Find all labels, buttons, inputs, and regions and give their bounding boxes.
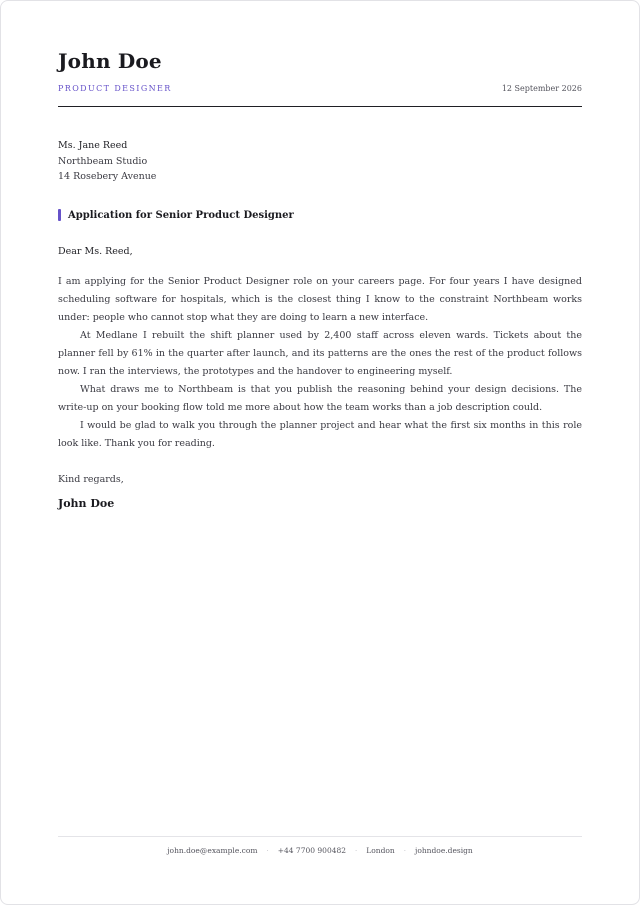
contact-footer: [58, 846, 582, 855]
footer-website[interactable]: johndoe.design: [415, 846, 473, 855]
footer-separator: ·: [355, 846, 358, 855]
body-paragraph: I would be glad to walk you through the planner project and hear what the first six months in this role look like. Thank you for reading.: [58, 420, 582, 449]
recipient-name: Ms. Jane Reed: [58, 140, 128, 151]
recipient-block: [58, 138, 156, 185]
footer-city: London: [366, 846, 395, 855]
footer-divider: [58, 836, 582, 837]
header-divider: [58, 106, 582, 107]
recipient-address: 14 Rosebery Avenue: [58, 171, 157, 182]
letter-body: [58, 273, 582, 453]
recipient-company: Northbeam Studio: [58, 155, 148, 167]
subject-text: Application for Senior Product Designer: [68, 209, 294, 221]
footer-separator: ·: [403, 846, 406, 855]
letter-header: [58, 45, 582, 95]
footer-separator: ·: [266, 846, 269, 855]
body-paragraph: I am applying for the Senior Product Designer role on your careers page. For four years I have designed scheduling software for hospitals, which is the closest thing I know to the constraint Northbeam works under: people who cannot stop what they are doing to learn a new interface.: [58, 276, 582, 323]
subject-accent-bar: [58, 209, 61, 221]
sender-role: PRODUCT DESIGNER: [58, 83, 172, 93]
subject-line: [58, 209, 294, 221]
letter-date: 12 September 2026: [501, 83, 582, 93]
role-date-row: [58, 81, 582, 95]
signature: John Doe: [58, 497, 115, 510]
closing: Kind regards,: [58, 474, 124, 485]
sender-name: John Doe: [58, 49, 162, 73]
footer-phone[interactable]: +44 7700 900482: [277, 846, 347, 855]
salutation: Dear Ms. Reed,: [58, 246, 133, 257]
body-paragraph: At Medlane I rebuilt the shift planner used by 2,400 staff across eleven wards. Tickets about the planner fell by 61% in the quarter after launch, and its patterns are the ones the rest of the product follows now. I ran the interviews, the prototypes and the handover to engineering myself.: [58, 330, 582, 377]
footer-email[interactable]: john.doe@example.com: [167, 846, 258, 855]
body-paragraph: What draws me to Northbeam is that you publish the reasoning behind your design decisions. The write-up on your booking flow told me more about how the team works than a job description could.: [58, 384, 582, 413]
